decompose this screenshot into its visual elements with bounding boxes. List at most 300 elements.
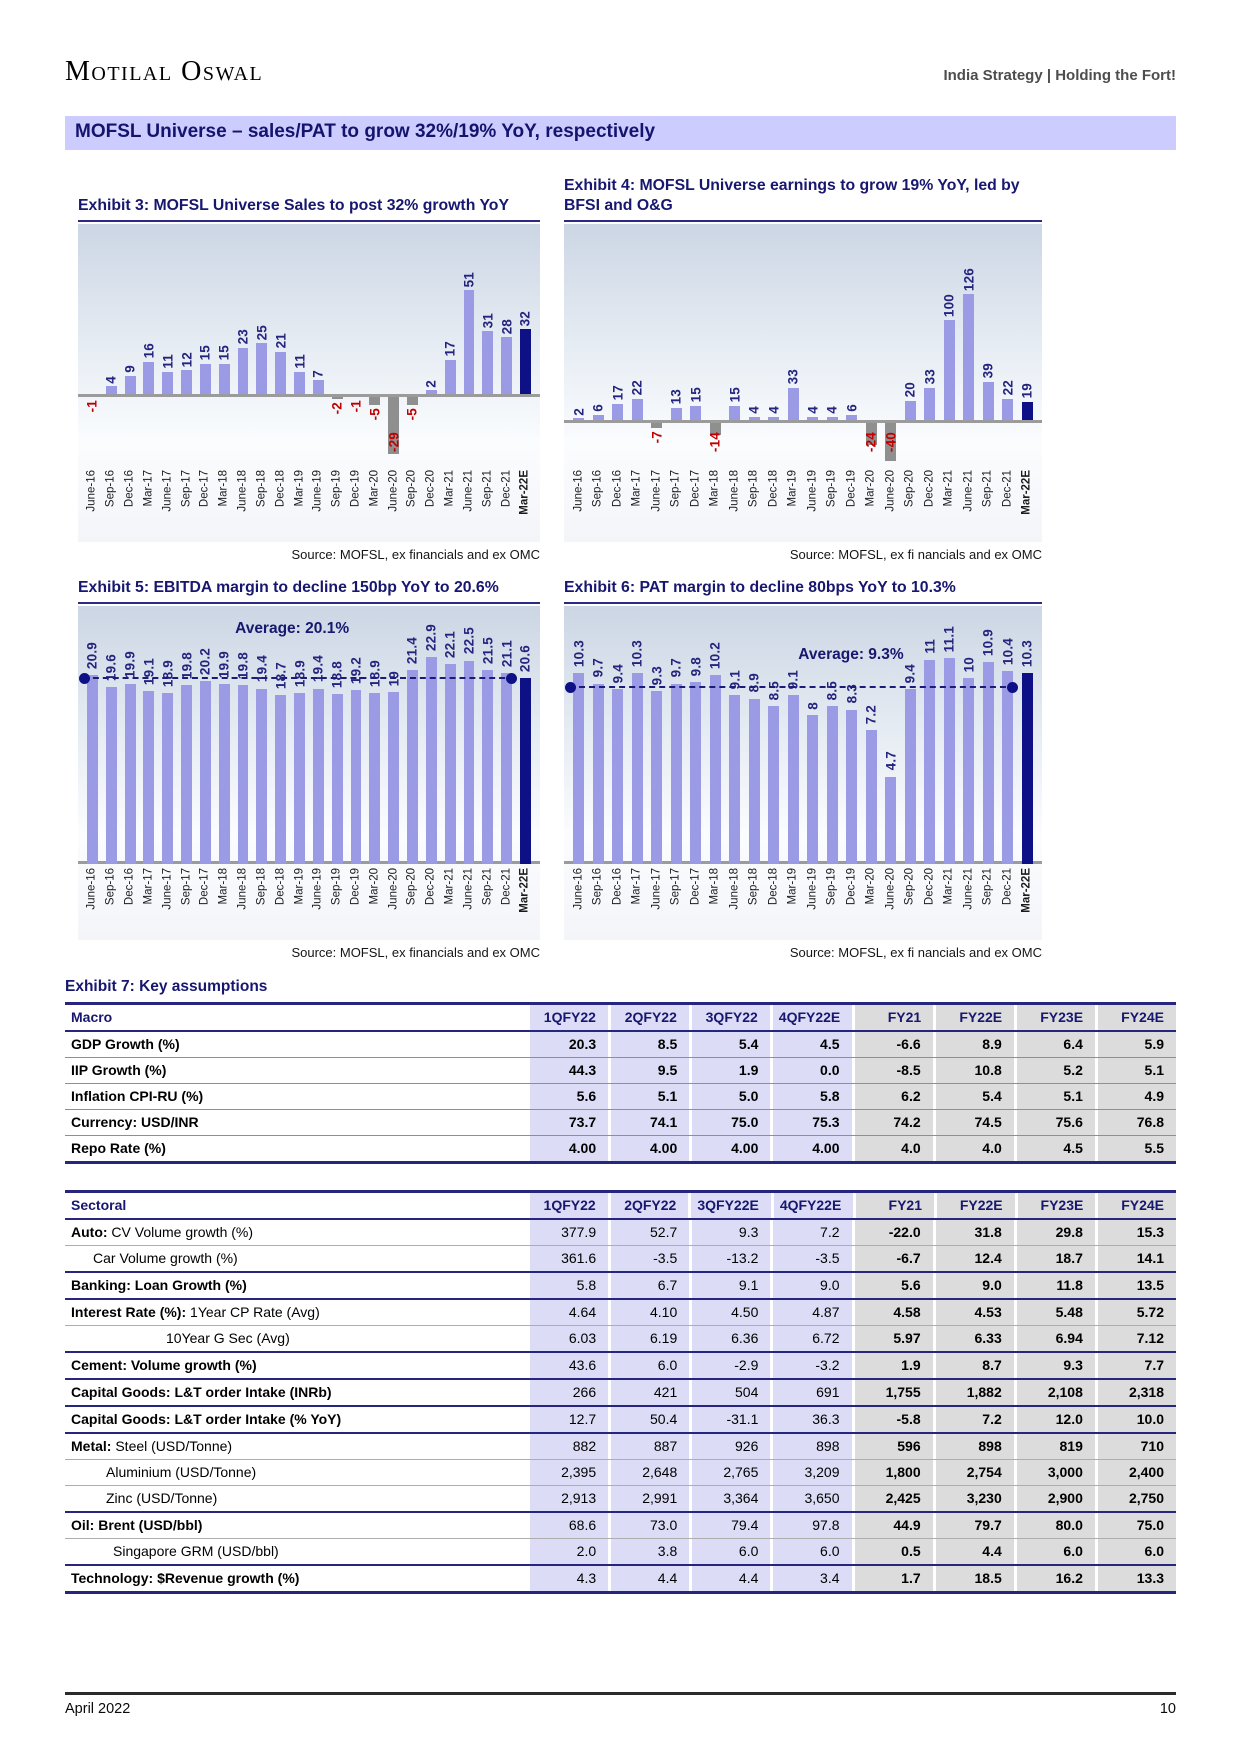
value-cell: 2,900 — [1014, 1486, 1095, 1511]
row-label-bold: Banking: Loan Growth (%) — [71, 1277, 247, 1293]
x-axis-label-cell — [725, 864, 745, 940]
x-axis-label: Sep-20 — [405, 470, 418, 508]
value-cell: 377.9 — [527, 1220, 608, 1245]
bar-value-label: 4.7 — [883, 751, 898, 771]
bar-column — [478, 224, 497, 466]
x-axis-label: Sep-20 — [405, 868, 418, 906]
bar — [520, 329, 531, 394]
x-axis-label-cell — [764, 466, 784, 542]
bar-column — [842, 224, 862, 466]
x-axis-label-cell — [441, 864, 460, 940]
bar — [275, 352, 286, 395]
bar-column — [497, 606, 516, 861]
value-cell: 6.4 — [1014, 1032, 1095, 1057]
bar-value-label: 9.7 — [590, 658, 606, 678]
x-axis-label-cell — [823, 466, 843, 542]
value-cell: 44.3 — [527, 1058, 608, 1083]
bar — [807, 715, 818, 864]
x-axis-label: Mar-18 — [708, 868, 721, 905]
bar-value-label: 22.9 — [423, 623, 439, 651]
average-label: Average: 9.3% — [798, 646, 904, 663]
row-label — [65, 1460, 527, 1485]
column-header: FY22E — [934, 1193, 1015, 1218]
bar-value-label: 20.6 — [517, 644, 533, 672]
bar-column — [881, 224, 901, 466]
value-cell: 5.5 — [1095, 1136, 1176, 1161]
value-cell: -3.5 — [770, 1246, 851, 1271]
bar-column — [309, 606, 328, 861]
x-axis-label-cell — [290, 466, 309, 542]
row-label-bold: Cement: Volume growth (%) — [71, 1357, 257, 1373]
value-cell: 9.5 — [608, 1058, 689, 1083]
row-label — [65, 1246, 527, 1271]
table-row — [65, 1378, 1176, 1405]
bar-column — [271, 224, 290, 466]
value-cell: 2,754 — [933, 1460, 1014, 1485]
bar — [162, 372, 173, 394]
bar — [313, 380, 324, 394]
bar — [482, 331, 493, 394]
value-cell: 2,318 — [1095, 1380, 1176, 1405]
bar-value-label: 21.1 — [498, 640, 514, 668]
bar-value-label: 21.4 — [404, 637, 420, 665]
bar-column — [647, 224, 667, 466]
value-cell: 596 — [852, 1434, 933, 1459]
bar-column — [139, 606, 158, 861]
value-cell: 3.4 — [770, 1566, 851, 1591]
x-axis-label: June-17 — [650, 470, 662, 512]
bar-value-label: 19 — [1019, 383, 1035, 399]
value-cell: 79.7 — [933, 1513, 1014, 1538]
x-axis-label-cell — [901, 864, 921, 940]
x-axis-label-cell — [569, 864, 589, 940]
row-label-bold: GDP Growth (%) — [71, 1036, 180, 1052]
bar — [846, 710, 857, 864]
value-cell: 1,755 — [852, 1380, 933, 1405]
row-label-bold: Repo Rate (%) — [71, 1140, 166, 1156]
bar — [445, 360, 456, 395]
x-axis-label: Mar-21 — [443, 868, 456, 905]
bar-value-label: 15 — [216, 345, 232, 361]
row-label — [65, 1407, 527, 1432]
exhibit-title-text: Exhibit 5: EBITDA margin to decline 150bp YoY to 20.6% — [78, 579, 499, 597]
bar-column — [177, 606, 196, 861]
bar-value-label: 22.5 — [461, 627, 477, 655]
x-axis-label-cell — [686, 864, 706, 940]
bar-value-label: 22 — [629, 380, 645, 396]
x-axis-labels — [78, 864, 540, 940]
chart-surface — [78, 606, 540, 940]
x-axis-label-cell — [102, 466, 121, 542]
value-cell: 50.4 — [608, 1407, 689, 1432]
row-label-rest: 1Year CP Rate (Avg) — [186, 1304, 320, 1320]
bar-column — [347, 606, 366, 861]
x-axis-label-cell — [979, 466, 999, 542]
x-axis-label-cell — [667, 466, 687, 542]
bar-value-label: 20 — [902, 382, 918, 398]
row-label-bold: Interest Rate (%): — [71, 1304, 187, 1320]
value-cell: 7.7 — [1095, 1353, 1176, 1378]
bar — [690, 682, 701, 864]
bar-value-label: 10.2 — [707, 641, 723, 669]
x-axis-label-cell — [881, 864, 901, 940]
x-axis-label: Sep-18 — [255, 470, 268, 508]
value-cell: 2,750 — [1095, 1486, 1176, 1511]
bar-column — [959, 606, 979, 861]
bar-column — [569, 606, 589, 861]
bar-column — [252, 606, 271, 861]
bar — [924, 660, 935, 864]
x-axis-label-cell — [215, 864, 234, 940]
bar-value-label: 11.1 — [941, 625, 957, 652]
x-axis-label: Sep-20 — [903, 470, 916, 508]
x-axis-label: Mar-17 — [142, 868, 155, 905]
value-cell: 75.0 — [689, 1110, 770, 1135]
row-label — [65, 1110, 527, 1135]
bar — [332, 694, 343, 864]
bar — [219, 364, 230, 395]
row-label-bold: Inflation CPI-RU (%) — [71, 1088, 204, 1104]
row-label — [65, 1513, 527, 1538]
x-axis-label: Mar-18 — [708, 470, 721, 507]
bar-value-label: 10.9 — [980, 628, 996, 656]
bar-value-label: 8.5 — [824, 680, 840, 701]
table-row — [65, 1432, 1176, 1459]
bar-column — [764, 224, 784, 466]
bar — [1022, 402, 1033, 421]
x-axis-label-cell — [516, 466, 535, 542]
x-axis-label-cell — [628, 864, 648, 940]
bar-value-label: 17 — [442, 341, 458, 357]
bar-column — [478, 606, 497, 861]
bar — [612, 689, 623, 864]
x-axis-label: Mar-22E — [518, 470, 531, 515]
bars-layer — [83, 606, 535, 861]
value-cell: 75.0 — [1095, 1513, 1176, 1538]
row-label — [65, 1300, 527, 1325]
value-cell: 5.1 — [608, 1084, 689, 1109]
x-axis-label-cell — [862, 864, 882, 940]
bar-value-label: 4 — [805, 406, 820, 414]
bar — [866, 730, 877, 864]
bar-column — [901, 224, 921, 466]
x-axis-label-cell — [328, 466, 347, 542]
bar-column — [901, 606, 921, 861]
bar — [162, 693, 173, 864]
bar — [200, 681, 211, 864]
bar — [612, 404, 623, 421]
value-cell: 29.8 — [1014, 1220, 1095, 1245]
row-label-bold: Metal: — [71, 1438, 112, 1454]
bar-column — [215, 224, 234, 466]
bar — [827, 706, 838, 864]
bar-value-label: 33 — [785, 369, 801, 385]
x-axis-label: Sep-16 — [591, 868, 604, 906]
value-cell: -3.5 — [608, 1246, 689, 1271]
x-axis-label-cell — [881, 466, 901, 542]
x-axis-label-cell — [608, 864, 628, 940]
report-title: India Strategy | Holding the Fort! — [943, 67, 1176, 84]
x-axis-labels — [564, 466, 1042, 542]
value-cell: 11.8 — [1014, 1273, 1095, 1298]
row-label-rest: Steel (USD/Tonne) — [111, 1438, 233, 1454]
x-axis-label-cell — [784, 466, 804, 542]
value-cell: 6.0 — [608, 1353, 689, 1378]
row-label-rest: CV Volume growth (%) — [107, 1224, 254, 1240]
row-label-bold: Capital Goods: L&T order Intake (INRb) — [71, 1384, 332, 1400]
value-cell: 5.97 — [852, 1326, 933, 1351]
table-spacer — [65, 1164, 1176, 1190]
row-label-rest: Car Volume growth (%) — [93, 1250, 238, 1266]
row-label-rest: Aluminium (USD/Tonne) — [106, 1464, 257, 1480]
bar-value-label: 100 — [941, 294, 957, 318]
bar-value-label: 32 — [517, 310, 533, 327]
column-header: 4QFY22E — [770, 1005, 852, 1030]
bar — [426, 657, 437, 864]
bar-value-label: 19.4 — [310, 655, 326, 683]
x-axis-label-cell — [706, 466, 726, 542]
bar — [294, 372, 305, 394]
value-cell: 4.50 — [689, 1300, 770, 1325]
value-cell: 6.94 — [1014, 1326, 1095, 1351]
value-cell: 6.0 — [770, 1539, 851, 1564]
x-axis-label-cell — [139, 466, 158, 542]
table-header-row — [65, 1005, 1176, 1030]
value-cell: 5.8 — [770, 1084, 851, 1109]
bar — [710, 675, 721, 864]
x-axis-label-cell — [803, 864, 823, 940]
x-axis-label: Mar-21 — [942, 868, 955, 905]
bar — [275, 695, 286, 864]
x-axis-label-cell — [121, 466, 140, 542]
bar-column — [706, 606, 726, 861]
exhibit-4-chart — [564, 162, 1042, 562]
x-axis-label-cell — [139, 864, 158, 940]
table-row — [65, 1298, 1176, 1325]
x-axis-label: Dec-19 — [349, 470, 362, 508]
value-cell: 73.0 — [608, 1513, 689, 1538]
value-cell: 8.7 — [933, 1353, 1014, 1378]
x-axis-label-cell — [158, 864, 177, 940]
exhibit-title — [78, 162, 540, 222]
bar — [351, 690, 362, 864]
value-cell: 2,400 — [1095, 1460, 1176, 1485]
x-axis-label: June-16 — [572, 470, 584, 512]
x-axis-label-cell — [959, 466, 979, 542]
column-header: 2QFY22 — [608, 1193, 689, 1218]
bar-column — [764, 606, 784, 861]
bar-column — [196, 606, 215, 861]
bar-column — [384, 606, 403, 861]
x-axis-label: Sep-21 — [481, 470, 494, 508]
bar — [388, 692, 399, 864]
bar — [219, 684, 230, 864]
value-cell: 5.4 — [689, 1032, 770, 1057]
x-axis-baseline — [78, 394, 540, 397]
bar — [407, 670, 418, 864]
page-footer — [65, 1692, 1176, 1717]
x-axis-label: June-16 — [85, 470, 98, 512]
x-axis-label: June-18 — [236, 868, 249, 910]
value-cell: 10.8 — [933, 1058, 1014, 1083]
bar-value-label: 19.9 — [122, 650, 138, 679]
value-cell: 75.3 — [770, 1110, 851, 1135]
x-axis-label-cell — [940, 466, 960, 542]
table-header-label: Macro — [71, 1009, 113, 1025]
bar-column — [121, 606, 140, 861]
x-axis-label-cell — [290, 864, 309, 940]
bar-value-label: -14 — [707, 432, 723, 453]
x-axis-label: Dec-17 — [198, 868, 211, 906]
x-axis-label: Dec-20 — [923, 868, 935, 906]
row-label-bold: Currency: USD/INR — [71, 1114, 199, 1130]
table-row — [65, 1030, 1176, 1057]
chart-surface — [78, 224, 540, 542]
bar-column — [158, 606, 177, 861]
table-row — [65, 1511, 1176, 1538]
value-cell: 1.9 — [852, 1353, 933, 1378]
exhibit-title — [564, 576, 1042, 604]
x-axis-label-cell — [365, 864, 384, 940]
x-axis-label-cell — [121, 864, 140, 940]
value-cell: 73.7 — [527, 1110, 608, 1135]
bars-layer — [569, 224, 1037, 466]
x-axis-label-cell — [842, 864, 862, 940]
bar-value-label: 16 — [141, 343, 157, 359]
bar-value-label: 20.9 — [84, 641, 100, 669]
exhibit-title-text: Exhibit 6: PAT margin to decline 80bps YoY to 10.3% — [564, 579, 956, 597]
x-axis-labels — [78, 466, 540, 542]
value-cell: 20.3 — [527, 1032, 608, 1057]
value-cell: 68.6 — [527, 1513, 608, 1538]
bar-value-label: 4 — [746, 406, 762, 414]
x-axis-label: Mar-20 — [368, 470, 381, 507]
source-note: Source: MOFSL, ex financials and ex OMC — [291, 547, 540, 562]
row-label — [65, 1273, 527, 1298]
x-axis-label: Sep-19 — [330, 868, 343, 906]
bar-column — [745, 224, 765, 466]
x-axis-label-cell — [252, 864, 271, 940]
bar — [593, 684, 604, 864]
bar — [294, 693, 305, 864]
bar-column — [881, 606, 901, 861]
x-axis-label-cell — [920, 466, 940, 542]
value-cell: 4.9 — [1095, 1084, 1176, 1109]
table-row — [65, 1135, 1176, 1161]
bar-column — [234, 606, 253, 861]
bar — [464, 290, 475, 394]
value-cell: 75.6 — [1014, 1110, 1095, 1135]
table-row — [65, 1459, 1176, 1485]
bar — [690, 406, 701, 421]
bar-column — [998, 606, 1018, 861]
bar-column — [516, 224, 535, 466]
value-cell: 4.00 — [527, 1136, 608, 1161]
bar — [788, 695, 799, 864]
bar-column — [667, 224, 687, 466]
x-axis-label: June-18 — [728, 470, 740, 512]
bar-value-label: 15 — [688, 387, 703, 403]
x-axis-label: Sep-16 — [104, 470, 117, 508]
bar-value-label: -40 — [883, 432, 898, 453]
x-axis-label: Dec-18 — [767, 470, 779, 508]
bar — [181, 370, 192, 395]
bar — [1002, 399, 1013, 421]
value-cell: 9.3 — [1014, 1353, 1095, 1378]
x-axis-label: Dec-21 — [499, 470, 512, 508]
x-axis-label: Mar-22E — [518, 868, 531, 913]
bar-column — [940, 606, 960, 861]
bar-value-label: 8.9 — [746, 673, 762, 693]
bar-value-label: 15 — [727, 387, 742, 403]
x-axis-label: June-17 — [650, 868, 662, 910]
row-label — [65, 1434, 527, 1459]
x-axis-label: Dec-20 — [923, 470, 935, 508]
bar-value-label: 17 — [610, 385, 625, 401]
x-axis-label-cell — [177, 466, 196, 542]
x-axis-label-cell — [234, 466, 253, 542]
value-cell: 43.6 — [527, 1353, 608, 1378]
column-header: FY21 — [853, 1193, 934, 1218]
bar-value-label: 9.4 — [902, 664, 918, 684]
x-axis-label-cell — [460, 864, 479, 940]
bar-column — [290, 224, 309, 466]
bar-value-label: 10.4 — [1000, 637, 1015, 665]
bar-value-label: 18.9 — [367, 660, 383, 688]
x-axis-label-cell — [441, 466, 460, 542]
column-header: 3QFY22 — [689, 1005, 770, 1030]
x-axis-label: Mar-17 — [630, 868, 643, 905]
value-cell: -6.6 — [852, 1032, 933, 1057]
bar-column — [803, 224, 823, 466]
value-cell: 13.3 — [1095, 1566, 1176, 1591]
row-label-bold: Oil: Brent (USD/bbl) — [71, 1517, 203, 1533]
value-cell: 44.9 — [852, 1513, 933, 1538]
value-cell: 2,913 — [527, 1486, 608, 1511]
x-axis-label-cell — [647, 864, 667, 940]
x-axis-label: Sep-18 — [747, 470, 760, 508]
x-axis-label-cell — [384, 466, 403, 542]
average-label: Average: 20.1% — [235, 620, 350, 637]
bar — [501, 673, 512, 864]
bar-column — [252, 224, 271, 466]
x-axis-label: Dec-19 — [845, 868, 857, 906]
x-axis-label: Sep-20 — [903, 868, 916, 906]
table-row — [65, 1485, 1176, 1511]
bar-value-label: 19.6 — [103, 653, 119, 681]
row-label — [65, 1566, 527, 1591]
x-axis-label: June-21 — [962, 470, 974, 512]
bar-value-label: 19.4 — [254, 655, 270, 683]
bar-column — [384, 224, 403, 466]
column-header: 1QFY22 — [527, 1193, 608, 1218]
x-axis-label: Dec-19 — [349, 868, 362, 906]
value-cell: -22.0 — [852, 1220, 933, 1245]
bar-column — [460, 224, 479, 466]
value-cell: 74.2 — [852, 1110, 933, 1135]
value-cell: 1,800 — [852, 1460, 933, 1485]
bar — [788, 388, 799, 421]
x-axis-label-cell — [177, 864, 196, 940]
bar-value-label: -5 — [404, 407, 420, 421]
bar — [924, 388, 935, 421]
value-cell: 3,000 — [1014, 1460, 1095, 1485]
value-cell: 31.8 — [933, 1220, 1014, 1245]
bar-value-label: 9.7 — [668, 658, 684, 678]
row-label — [65, 1539, 527, 1564]
x-axis-label: June-17 — [160, 868, 173, 910]
x-axis-label-cell — [271, 466, 290, 542]
